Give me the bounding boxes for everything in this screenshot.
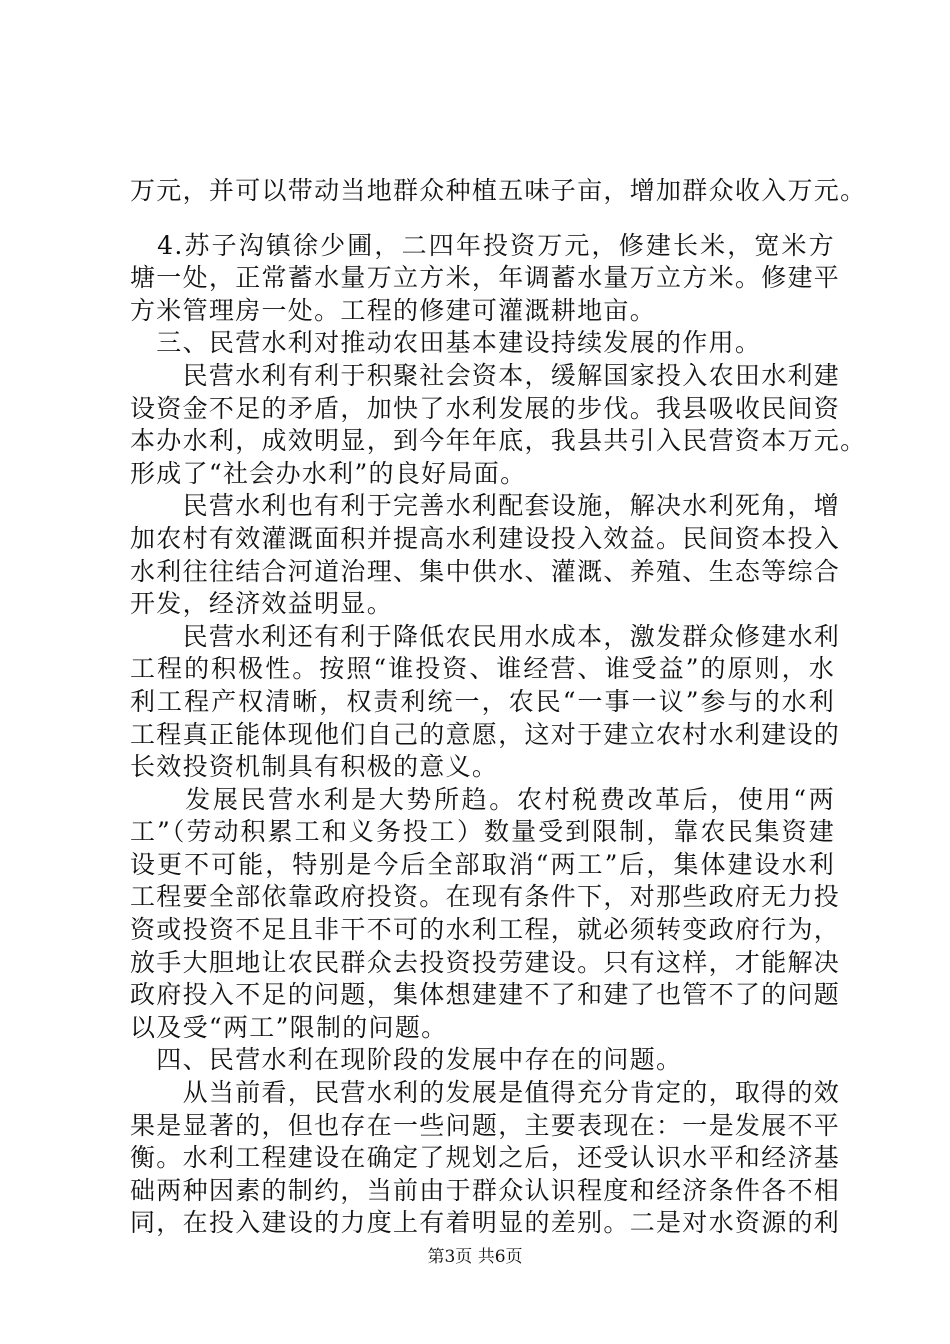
paragraph [130,175,867,208]
text-line: 方米管理房一处。工程的修建可灌溉耕地亩。 [130,295,657,325]
text-line: 三、民营水利对推动农田基本建设持续发展的作用。 [130,328,762,358]
text-line: 水利往往结合河道治理、集中供水、灌溉、养殖、生态等综合 [130,556,841,586]
text-line: 果是显著的，但也存在一些问题，主要表现在：一是发展不平 [130,1110,841,1140]
text-line: 放手大胆地让农民群众去投资投劳建设。只有这样，才能解决 [130,947,841,977]
section-heading [130,327,835,360]
text-line: 同，在投入建设的力度上有着明显的差别。二是对水资源的利 [130,1208,841,1238]
text-line: 工”（劳动积累工和义务投工）数量受到限制，靠农民集资建 [130,817,835,847]
section-heading [130,1044,835,1077]
text-line: 长效投资机制具有积极的意义。 [130,752,499,782]
text-line: 民营水利也有利于完善水利配套设施，解决水利死角，增 [130,491,841,521]
paragraph [130,490,841,620]
text-line: 4.苏子沟镇徐少圃，二四年投资万元，修建长米，宽米方 [130,230,835,260]
text-line: 设更不可能，特别是今后全部取消“两工”后，集体建设水利 [130,849,835,879]
paragraph [130,360,867,490]
text-line: 发展民营水利是大势所趋。农村税费改革后，使用“两 [130,784,835,814]
text-line: 工程要全部依靠政府投资。在现有条件下，对那些政府无力投 [130,882,841,912]
paragraph [130,621,841,784]
text-line: 开发，经济效益明显。 [130,589,394,619]
text-line: 民营水利有利于积聚社会资本，缓解国家投入农田水利建 [130,360,841,390]
text-line: 形成了“社会办水利”的良好局面。 [130,458,527,488]
page-number-footer: 第3页 共6页 [427,1247,523,1267]
paragraph [130,1077,841,1240]
paragraph [130,230,841,328]
text-line: 万元，并可以带动当地群众种植五味子亩，增加群众收入万元。 [130,176,867,205]
paragraph [130,784,841,1045]
paragraph-gap [130,208,835,230]
text-line: 工程真正能体现他们自己的意愿，这对于建立农村水利建设的 [130,719,841,749]
text-line: 本办水利，成效明显，到今年年底，我县共引入民营资本万元。 [130,426,867,456]
text-line: 设资金不足的矛盾，加快了水利发展的步伐。我县吸收民间资 [130,393,841,423]
text-line: 从当前看，民营水利的发展是值得充分肯定的，取得的效 [130,1078,841,1108]
text-line: 利工程产权清晰，权责利统一，农民“一事一议”参与的水利 [130,686,835,716]
text-line: 工程的积极性。按照“谁投资、谁经营、谁受益”的原则，水 [130,654,835,684]
text-line: 以及受“两工”限制的问题。 [130,1012,448,1042]
text-line: 衡。水利工程建设在确定了规划之后，还受认识水平和经济基 [130,1143,841,1173]
text-line: 础两种因素的制约，当前由于群众认识程度和经济条件各不相 [130,1175,841,1205]
text-line: 四、民营水利在现阶段的发展中存在的问题。 [130,1045,683,1075]
document-body [130,175,867,1240]
text-line: 政府投入不足的问题，集体想建建不了和建了也管不了的问题 [130,980,841,1010]
text-line: 塘一处，正常蓄水量万立方米，年调蓄水量万立方米。修建平 [130,263,841,293]
text-line: 民营水利还有利于降低农民用水成本，激发群众修建水利 [130,621,841,651]
text-line: 加农村有效灌溉面积并提高水利建设投入效益。民间资本投入 [130,523,841,553]
text-line: 资或投资不足且非干不可的水利工程，就必须转变政府行为， [130,915,841,945]
